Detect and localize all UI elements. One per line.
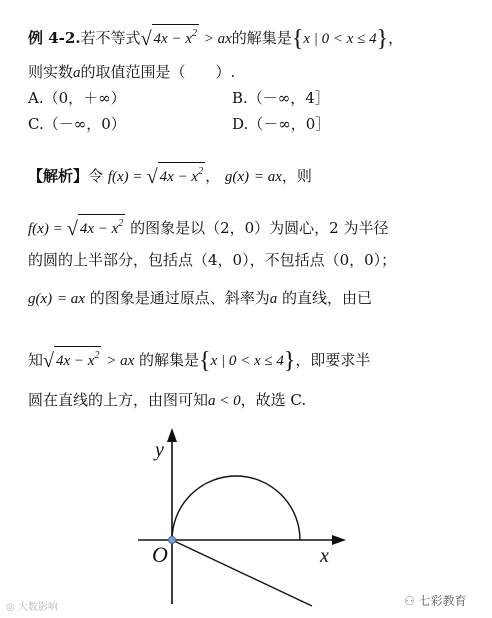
problem-line-2: 则实数a的取值范围是（ ）.	[28, 63, 236, 81]
watermark-right: ⚇ 七彩教育	[404, 594, 467, 608]
option-a: A.（0，＋∞）	[28, 89, 126, 107]
solution-line-3: 的圆的上半部分，包括点（4，0），不包括点（0，0）；	[28, 251, 397, 269]
problem-line-1: 例 4-2.若不等式√ $4x - x^2$ > ax的解集是{x | 0 < x ≤ 4}，	[28, 26, 404, 52]
solution-line-4: g(x) = ax 的图象是通过原点、斜率为a 的直线，由已	[28, 289, 373, 307]
solution-line-5: 知√ $4x - x^2$ > ax 的解集是{x | 0 < x ≤ 4}，即要求半	[28, 348, 371, 374]
radicand: $4x - x^2$	[152, 24, 199, 48]
watermark-left-icon: ◎	[6, 602, 15, 613]
problem-number: 例 4-2.	[28, 29, 81, 47]
stem-a: 若不等式	[80, 29, 141, 47]
wechat-icon: ⚇	[404, 594, 415, 608]
y-axis-label: y	[155, 439, 164, 461]
option-c: C.（－∞，0）	[28, 115, 126, 133]
solution-line-2: f(x) = √ $4x - x^2$ 的图象是以（2，0）为圆心，2 为半径	[28, 212, 388, 239]
origin-label: O	[152, 542, 168, 567]
option-d: D.（－∞，0］	[232, 115, 331, 133]
semicircle-curve	[172, 476, 300, 540]
x-axis-label: x	[320, 545, 329, 567]
solution-head: 【解析】	[28, 167, 89, 185]
line-y-ax	[172, 540, 312, 606]
sqrt-sign: √	[140, 28, 152, 50]
solution-line-6: 圆在直线的上方，由图可知a < 0，故选 C.	[28, 391, 307, 409]
option-b: B.（－∞，4］	[232, 89, 330, 107]
stem-b: 的解集是	[231, 29, 292, 47]
y-axis-arrow-icon	[167, 428, 177, 442]
x-axis-arrow-icon	[332, 535, 346, 545]
origin-point	[169, 537, 176, 544]
watermark-left: ◎ 大数影响	[6, 602, 58, 613]
solution-line-1: 【解析】令 f(x) = √ $4x - x^2$ ， g(x) = ax，则	[28, 160, 312, 187]
inequality-rhs: > ax	[203, 31, 232, 47]
solution-set: x | 0 < x ≤ 4	[303, 31, 377, 47]
